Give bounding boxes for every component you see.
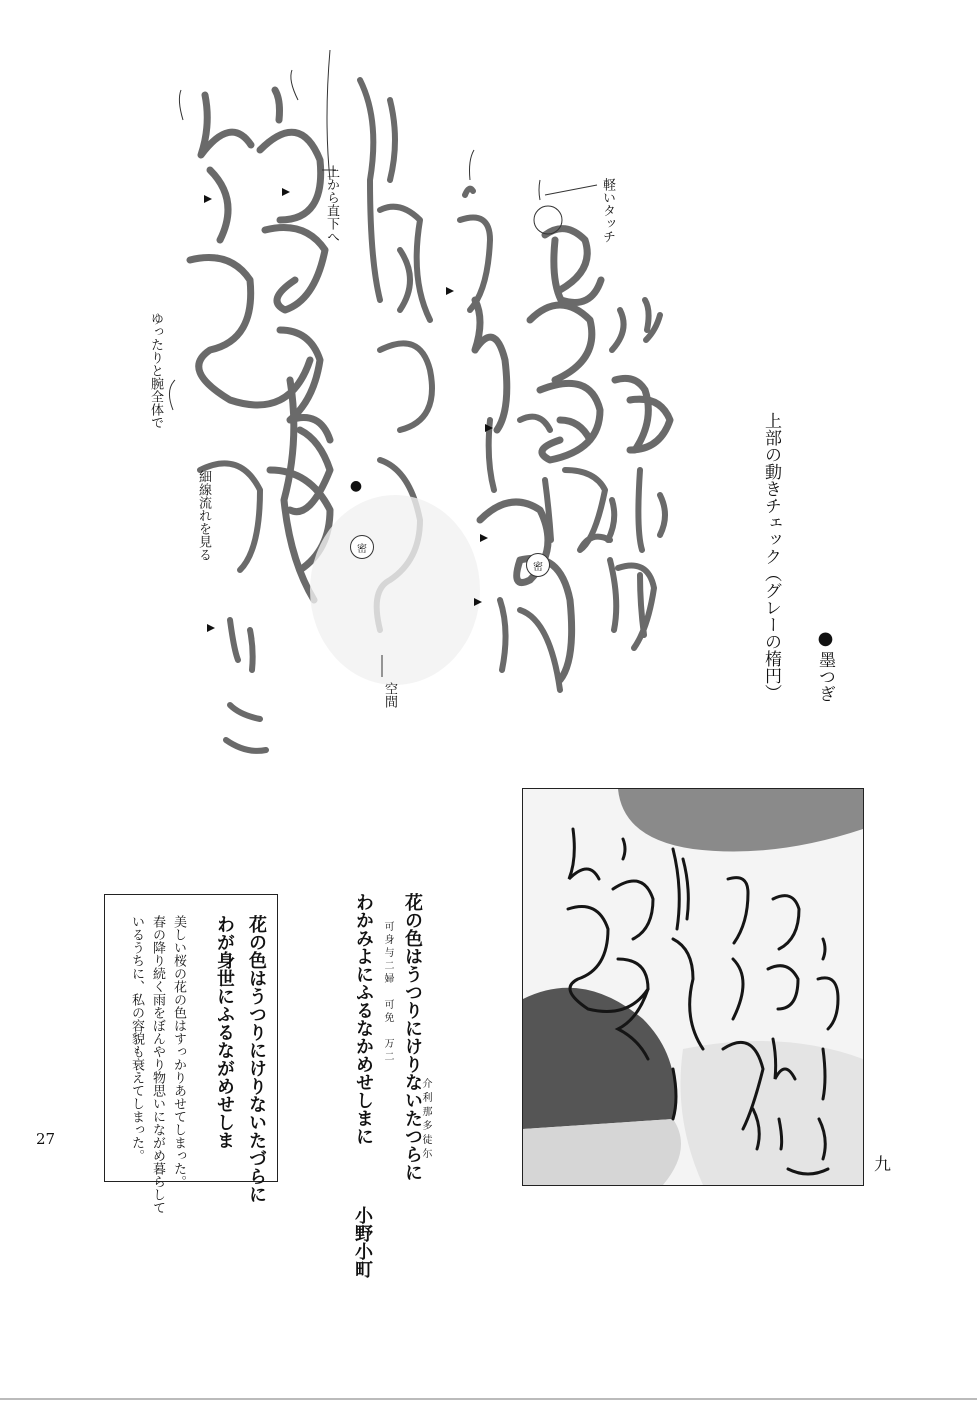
calligraphy-image-art (523, 789, 863, 1185)
annotation-relaxed-arm: ゆったりと腕全体で (148, 312, 163, 429)
section-numeral: 九 (870, 1155, 890, 1172)
calligraphy-image (522, 788, 864, 1186)
poem-line-2: わかみよにふるなかめせしまに (353, 893, 374, 1145)
translation-line-3: いるうちに、私の容貌も衰えてしまった。 (129, 915, 144, 1162)
translation-box (104, 894, 278, 1214)
annotation-upper-motion: 上部の動きチェック（グレーの楕円） (761, 412, 781, 701)
bottom-rule (0, 1398, 977, 1400)
annotation-light-touch: 軽いタッチ (600, 178, 615, 243)
annotation-top-down: 上から直下へ (324, 165, 339, 243)
box-poem-line-1: 花の色はうつりにけりないたづらに (246, 915, 267, 1203)
annotation-ink-label: 墨つぎ (815, 651, 835, 702)
box-poem-line-2: わが身世にふるながめせしま (214, 915, 235, 1149)
ink-dot-marker: ● (348, 478, 364, 494)
poem-line-1: 花の色はうつりにけりないたつらに (402, 893, 423, 1181)
poem-line-2-kanji: 介利那多徒尓 (420, 1078, 431, 1162)
ink-marker: ● (815, 628, 836, 649)
poem-line-1-kanji: 可身与二婦 可免 万二 (382, 921, 393, 1064)
dense-marker-1: 密 (350, 535, 374, 559)
dense-marker-2: 密 (526, 553, 550, 577)
annotation-fine-lines: 細線流れを見る (196, 470, 211, 561)
annotation-space: 空間 (382, 682, 397, 708)
translation-line-2: 春の降り続く雨をぼんやり物思いにながめ暮らして (150, 915, 165, 1214)
page-number: 27 (36, 1130, 56, 1148)
translation-line-1: 美しい桜の花の色はすっかりあせてしまった。 (171, 915, 186, 1188)
poem-author: 小野小町 (352, 1206, 373, 1278)
